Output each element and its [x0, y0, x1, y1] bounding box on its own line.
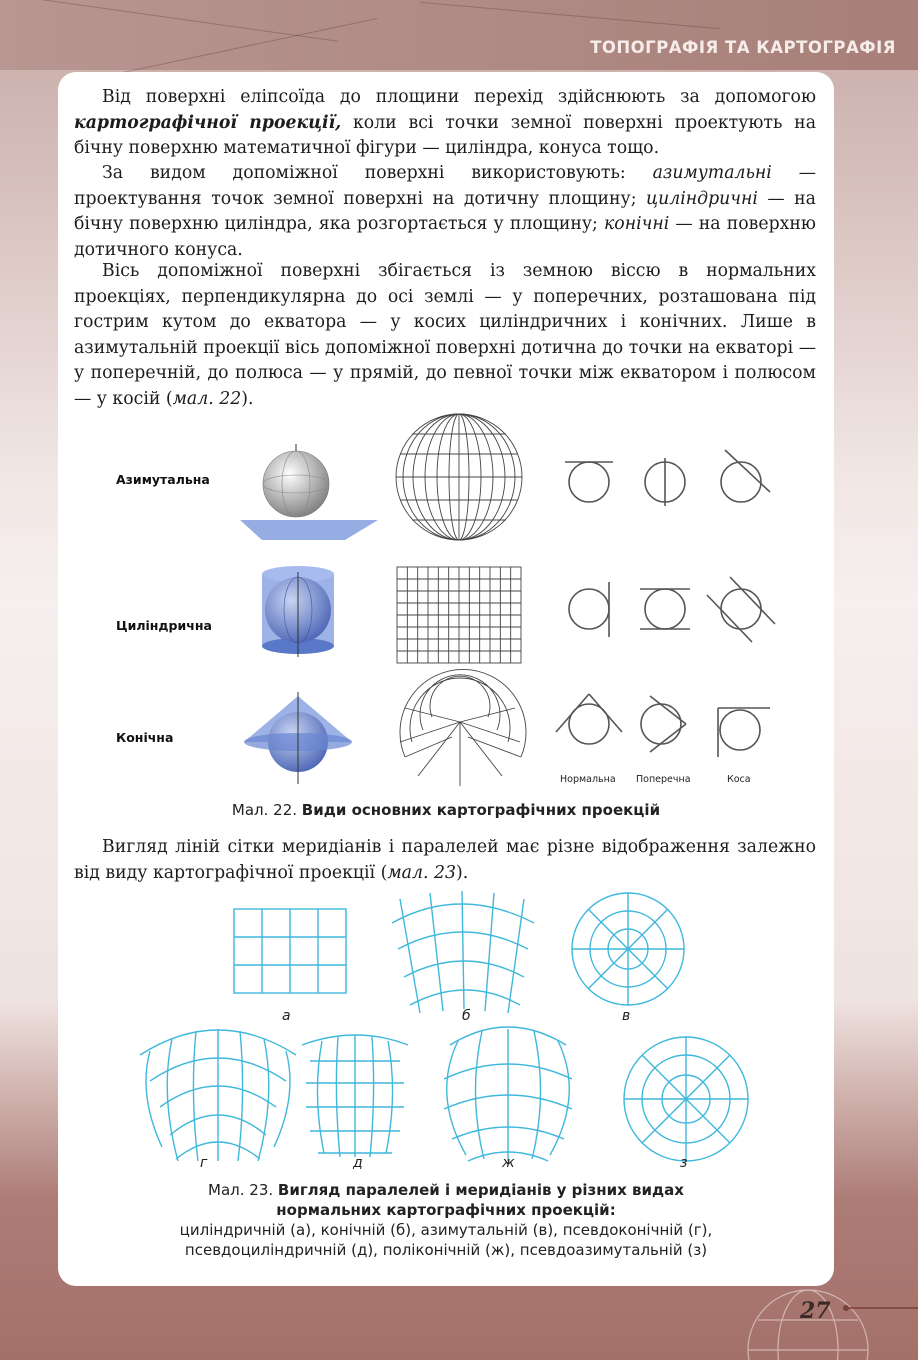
grid-pseudoazimuthal-icon	[624, 1037, 748, 1161]
label-z: з	[680, 1155, 688, 1171]
figure-22-illustration	[0, 412, 918, 832]
row-label-cylindrical: Циліндрична	[116, 618, 212, 633]
grid-polyconic-icon	[444, 1027, 572, 1161]
p1-text-c: коли всі точки земної поверхні проектують на бічну поверхню математичної фігури — циліндра, конуса тощо.	[74, 112, 816, 158]
grid-pseudocylindrical-icon	[302, 1035, 408, 1157]
col-label-oblique: Коса	[727, 774, 751, 785]
conic-grid-icon	[400, 669, 526, 786]
col-label-normal: Нормальна	[560, 774, 616, 785]
label-d: д	[353, 1155, 363, 1171]
paragraph-1	[74, 85, 816, 162]
row-label-azimuthal: Азимутальна	[116, 472, 210, 487]
section-title: ТОПОГРАФІЯ ТА КАРТОГРАФІЯ	[590, 38, 896, 57]
p4-text-c: ).	[455, 862, 469, 883]
grid-conic-icon	[392, 891, 534, 1013]
azimuthal-grid-icon	[396, 414, 522, 540]
label-v: в	[622, 1008, 631, 1024]
conic-scheme-icons	[556, 694, 770, 757]
p2-text-c: — проектування точок земної поверхні на дотичну площину;	[74, 163, 816, 209]
p2-text-g: — на поверхню дотичного конуса.	[74, 214, 816, 260]
col-label-transverse: Поперечна	[636, 774, 691, 785]
p3-figure-ref: мал. 22	[172, 388, 242, 409]
header-band	[0, 0, 918, 70]
p2-text-a: За видом допоміжної поверхні використовують:	[102, 163, 653, 183]
p2-term-conic: конічні	[603, 214, 670, 234]
grid-azimuthal-icon	[572, 893, 684, 1005]
row-label-conic: Конічна	[116, 730, 174, 745]
figure-22-caption: Мал. 22. Види основних картографічних проекцій	[231, 801, 661, 819]
p3-text-a: Вісь допоміжної поверхні збігається із земною віссю в нормальних проекціях, перпендикулярна до осі землі — у поперечних, розташована під гострим кутом до екватора — у косих циліндричних і конічних. Лише в азимутальній проекції вісь допоміжної поверхні дотична до точки на екваторі — у поперечній, до полюса — у прямій, до певної точки між екватором і полюсом — у косій (	[74, 261, 816, 409]
paragraph-3	[74, 259, 816, 412]
p3-text-c: ).	[241, 388, 254, 409]
label-a: а	[282, 1008, 291, 1024]
conic-globe-icon	[244, 692, 352, 784]
paragraph-2	[74, 161, 816, 263]
page-number: 27	[800, 1298, 831, 1324]
cylindrical-globe-icon	[262, 566, 334, 657]
figure-23-illustration	[0, 885, 918, 1185]
p2-term-cylindrical: циліндричні	[646, 188, 758, 209]
p4-figure-ref: мал. 23	[387, 862, 456, 883]
grid-cylindrical-icon	[234, 909, 346, 993]
p1-text-a: Від поверхні еліпсоїда до площини перехід здійснюють за допомогою	[102, 87, 816, 107]
label-g: г	[200, 1155, 208, 1171]
grid-pseudoconic-icon	[140, 1029, 296, 1161]
paragraph-4	[74, 835, 816, 886]
figure-23-caption: Мал. 23. Вигляд паралелей і меридіанів у різних видах нормальних картографічних проекцій: циліндричній (а), конічній (б), азимутальній (в), псевдоконічній (г), псевдоциліндричній (д), поліконічній (ж), псевдоазимутальній (з)	[179, 1181, 713, 1259]
cylindrical-scheme-icons	[569, 577, 775, 642]
p2-text-e: — на бічну поверхню циліндра, яка розгортається у площину;	[74, 188, 816, 234]
label-b: б	[462, 1008, 471, 1024]
azimuthal-globe-icon	[240, 444, 378, 540]
p2-term-azimuthal: азимутальні	[652, 163, 772, 183]
label-zh: ж	[502, 1155, 515, 1171]
p1-term: картографічної проекції,	[74, 112, 342, 133]
p4-text-a: Вигляд ліній сітки меридіанів і паралелей має різне відображення залежно від виду картографічної проекції (	[74, 837, 816, 883]
azimuthal-scheme-icons	[565, 450, 770, 506]
